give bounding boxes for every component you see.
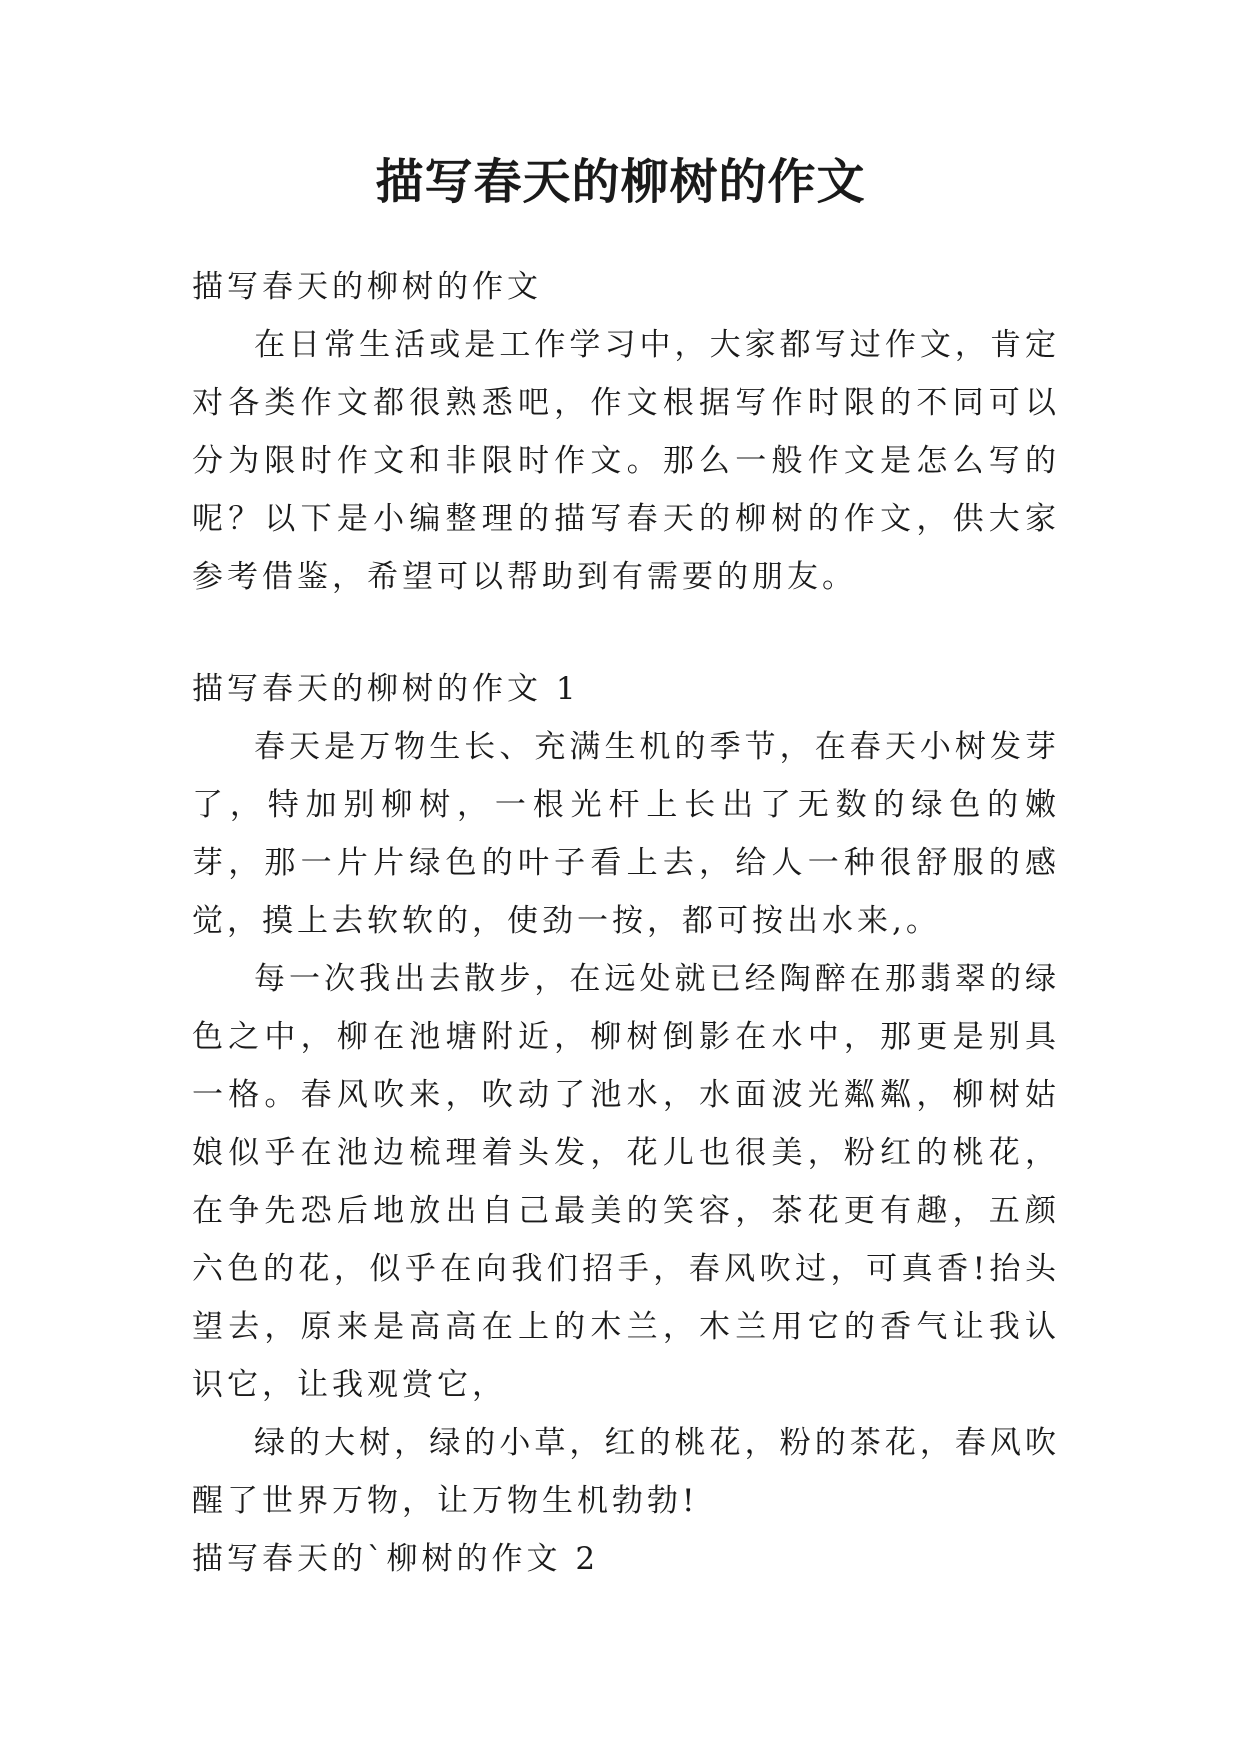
body-paragraph: 绿的大树，绿的小草，红的桃花，粉的茶花，春风吹醒了世界万物，让万物生机勃勃!	[192, 1425, 1060, 1519]
intro-paragraph: 在日常生活或是工作学习中，大家都写过作文，肯定对各类作文都很熟悉吧，作文根据写作时限的不同可以分为限时作文和非限时作文。那么一般作文是怎么写的呢？以下是小编整理的描写春天的柳树的作文，供大家参考借鉴，希望可以帮助到有需要的朋友。	[192, 327, 1060, 595]
body-paragraph: 每一次我出去散步，在远处就已经陶醉在那翡翠的绿色之中，柳在池塘附近，柳树倒影在水中，那更是别具一格。春风吹来，吹动了池水，水面波光粼粼，柳树姑娘似乎在池边梳理着头发，花儿也很美，粉红的桃花，在争先恐后地放出自己最美的笑容，茶花更有趣，五颜六色的花，似乎在向我们招手，春风吹过，可真香!抬头望去，原来是高高在上的木兰，木兰用它的香气让我认识它，让我观赏它，	[192, 961, 1060, 1403]
section-heading: 描写春天的`柳树的作文 2	[192, 1541, 600, 1577]
section-gap	[192, 606, 1060, 660]
section-heading: 描写春天的柳树的作文	[192, 269, 542, 305]
section-heading: 描写春天的柳树的作文 1	[192, 671, 580, 707]
document-title: 描写春天的柳树的作文	[375, 154, 866, 210]
document-body	[192, 258, 1060, 1588]
body-paragraph: 春天是万物生长、充满生机的季节，在春天小树发芽了，特加别柳树，一根光杆上长出了无数的绿色的嫩芽，那一片片绿色的叶子看上去，给人一种很舒服的感觉，摸上去软软的，使劲一按，都可按出水来,。	[192, 729, 1060, 939]
